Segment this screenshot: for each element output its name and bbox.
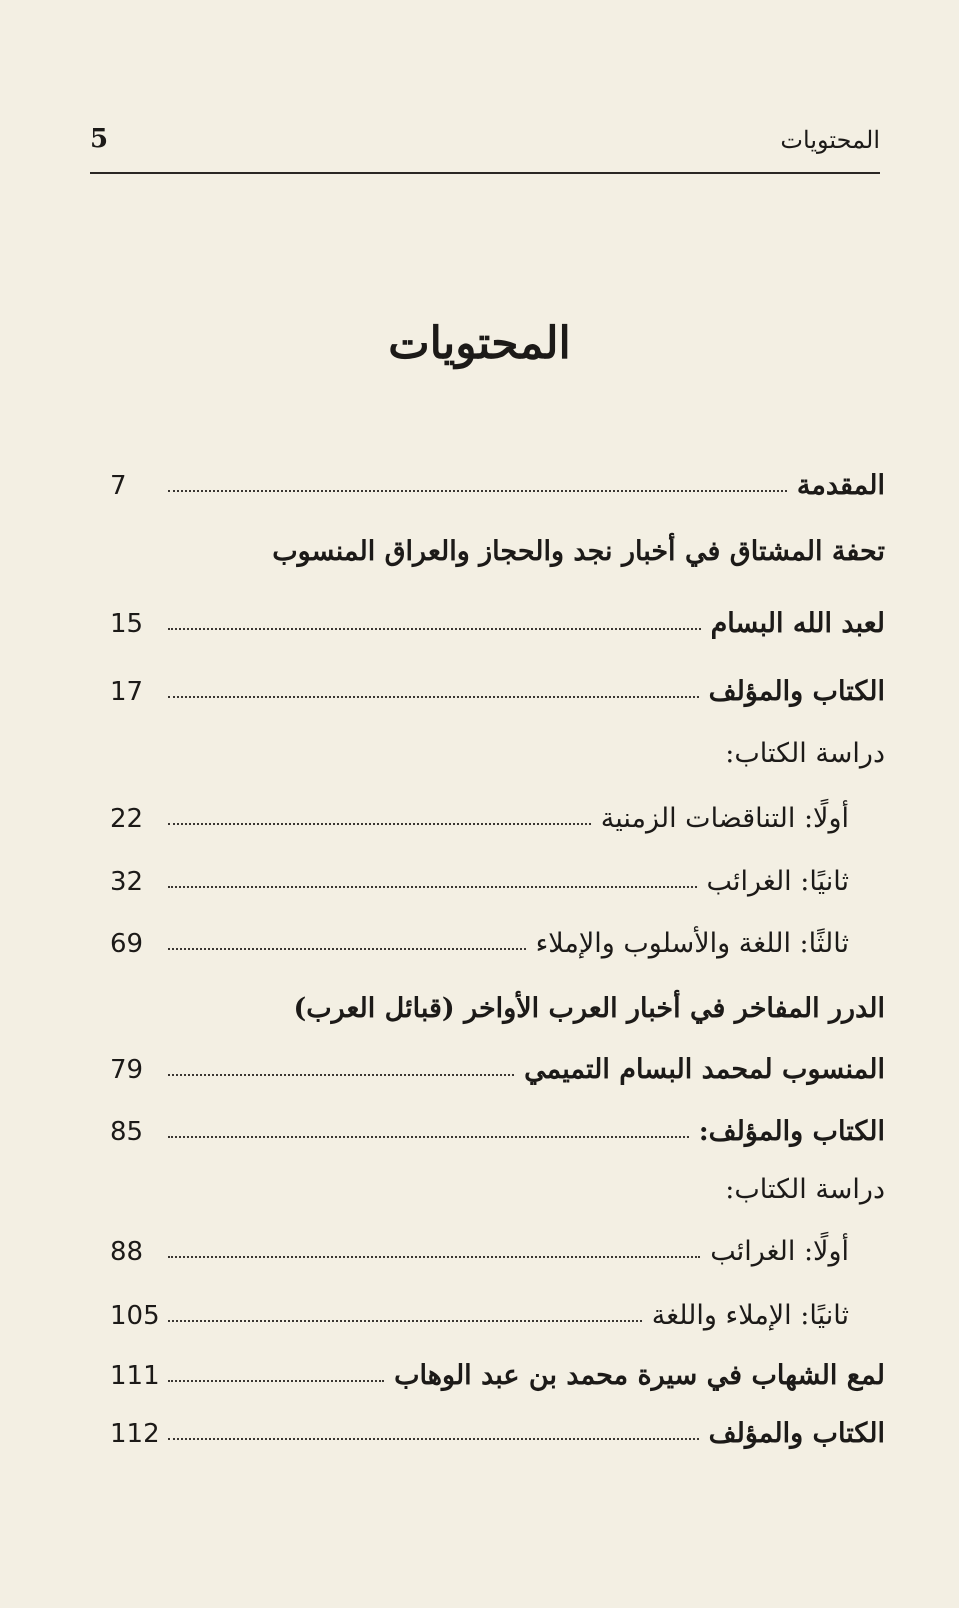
toc-entry-label: دراسة الكتاب:	[725, 737, 885, 769]
toc-entry-label: الدرر المفاخر في أخبار العرب الأواخر (قبائل العرب)	[293, 992, 885, 1024]
toc-leader-dots	[168, 947, 526, 950]
toc-entry-page: 22	[110, 803, 144, 834]
toc-entry	[110, 518, 885, 568]
toc-leader-dots	[168, 1379, 384, 1382]
toc-entry-label: أولًا: الغرائب	[710, 1235, 849, 1267]
toc-entry-label: تحفة المشتاق في أخبار نجد والحجاز والعراق المنسوب	[272, 535, 885, 567]
toc-leader-dots	[168, 695, 699, 698]
toc-entry-page: 112	[110, 1418, 160, 1449]
toc-entry-page: 7	[110, 470, 127, 501]
toc-entry	[110, 785, 885, 835]
toc-entry-page: 32	[110, 866, 144, 897]
toc-leader-dots	[168, 1073, 514, 1076]
toc-entry-label: لمع الشهاب في سيرة محمد بن عبد الوهاب	[394, 1359, 885, 1391]
toc-leader-dots	[168, 627, 701, 630]
toc-entry-label: ثانيًا: الإملاء واللغة	[651, 1299, 849, 1331]
toc-entry-label: المنسوب لمحمد البسام التميمي	[524, 1053, 885, 1085]
toc-entry-page: 105	[110, 1300, 160, 1331]
toc-entry-label: ثانيًا: الغرائب	[706, 865, 849, 897]
toc-entry	[110, 590, 885, 640]
toc-entry	[110, 720, 885, 770]
toc-entry-label: لعبد الله البسام	[710, 607, 885, 639]
toc-entry	[110, 975, 885, 1025]
toc-entry-label: الكتاب والمؤلف	[708, 675, 885, 707]
toc-entry	[110, 1400, 885, 1450]
toc-entry	[110, 848, 885, 898]
toc-entry-page: 17	[110, 676, 144, 707]
toc-leader-dots	[168, 822, 591, 825]
toc-entry	[110, 452, 885, 502]
toc-entry-page: 111	[110, 1360, 160, 1391]
toc-entry	[110, 1342, 885, 1392]
toc-entry-label: الكتاب والمؤلف:	[698, 1115, 885, 1147]
toc-entry	[110, 1036, 885, 1086]
toc-entry-page: 88	[110, 1236, 144, 1267]
running-header	[90, 120, 880, 174]
running-title: المحتويات	[780, 126, 880, 154]
toc-entry-label: المقدمة	[796, 469, 885, 501]
toc-entry-label: الكتاب والمؤلف	[708, 1417, 885, 1449]
page-title: المحتويات	[388, 318, 571, 369]
toc-entry-label: دراسة الكتاب:	[725, 1173, 885, 1205]
toc-entry	[110, 1156, 885, 1206]
toc-entry-label: أولًا: التناقضات الزمنية	[600, 802, 849, 834]
page-number: 5	[90, 124, 109, 154]
toc-entry-page: 69	[110, 928, 144, 959]
toc-entry	[110, 910, 885, 960]
toc-entry-page: 79	[110, 1054, 144, 1085]
toc-leader-dots	[168, 1135, 689, 1138]
toc-leader-dots	[168, 885, 697, 888]
toc-entry-label: ثالثًا: اللغة والأسلوب والإملاء	[535, 927, 849, 959]
toc-leader-dots	[168, 1255, 700, 1258]
toc-entry	[110, 1218, 885, 1268]
toc-entry	[110, 1098, 885, 1148]
toc-entry	[110, 1282, 885, 1332]
toc-leader-dots	[168, 1437, 699, 1440]
toc-leader-dots	[168, 489, 787, 492]
toc-leader-dots	[168, 1319, 642, 1322]
toc-entry	[110, 658, 885, 708]
toc-entry-page: 85	[110, 1116, 144, 1147]
toc-entry-page: 15	[110, 608, 144, 639]
